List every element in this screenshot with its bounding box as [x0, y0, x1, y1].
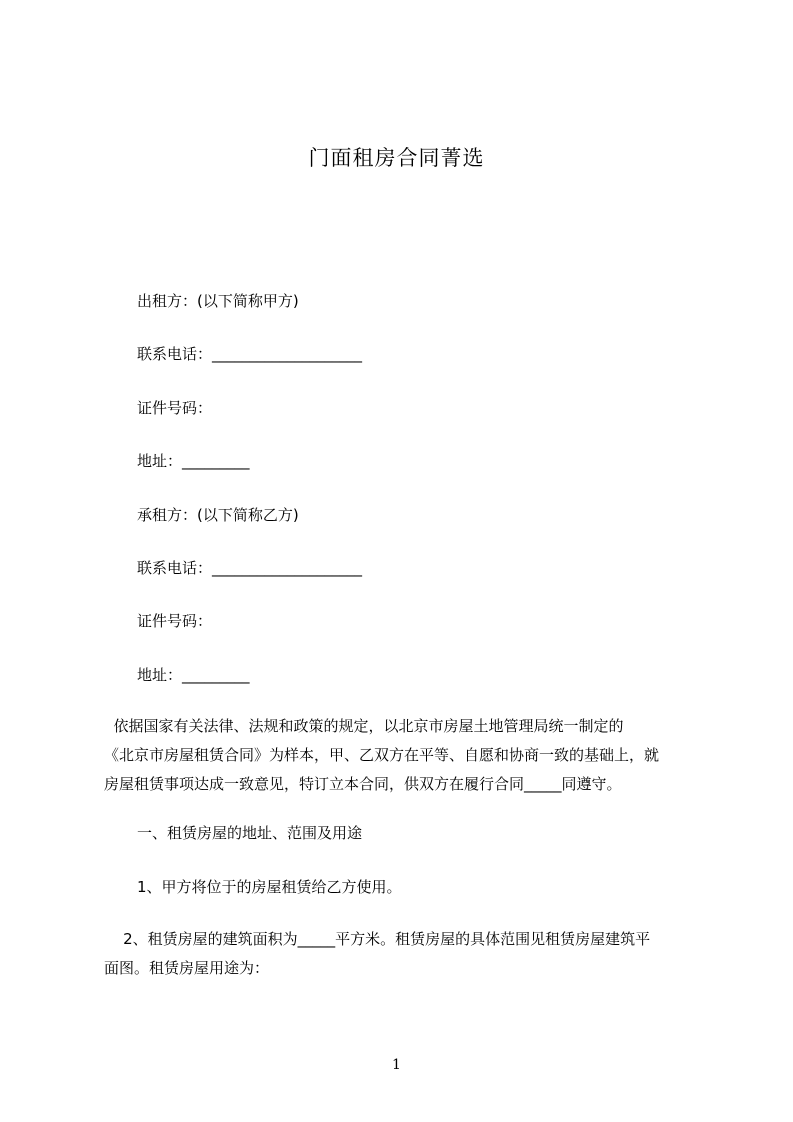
document-title: 门面租房合同菁选 — [308, 146, 485, 170]
lessee-address: 地址：_________ — [137, 666, 250, 684]
clause-2-paragraph — [104, 925, 704, 983]
lessee-id-number: 证件号码： — [137, 612, 213, 630]
preamble-line: 房屋租赁事项达成一致意见，特订立本合同，供双方在履行合同_____同遵守。 — [104, 775, 622, 793]
lessor-id-number: 证件号码： — [137, 399, 213, 417]
lessee-heading: 承租方：(以下简称乙方) — [137, 506, 299, 524]
clause-2-line: 2、租赁房屋的建筑面积为_____平方米。租赁房屋的具体范围见租赁房屋建筑平 — [104, 930, 651, 948]
preamble-line: 《北京市房屋租赁合同》为样本，甲、乙双方在平等、自愿和协商一致的基础上，就 — [104, 746, 660, 764]
section-1-heading: 一、租赁房屋的地址、范围及用途 — [137, 824, 363, 842]
preamble-line: 依据国家有关法律、法规和政策的规定，以北京市房屋土地管理局统一制定的 — [104, 717, 624, 735]
lessee-phone: 联系电话：____________________ — [137, 559, 363, 577]
preamble-paragraph — [104, 712, 704, 799]
page-number: 1 — [392, 1057, 401, 1073]
lessor-address: 地址：_________ — [137, 452, 250, 470]
lessor-phone: 联系电话：____________________ — [137, 345, 363, 363]
clause-1: 1、甲方将位于的房屋租赁给乙方使用。 — [137, 878, 402, 896]
clause-2-line: 面图。租赁房屋用途为： — [104, 959, 270, 977]
lessor-heading: 出租方：(以下简称甲方) — [137, 292, 299, 310]
